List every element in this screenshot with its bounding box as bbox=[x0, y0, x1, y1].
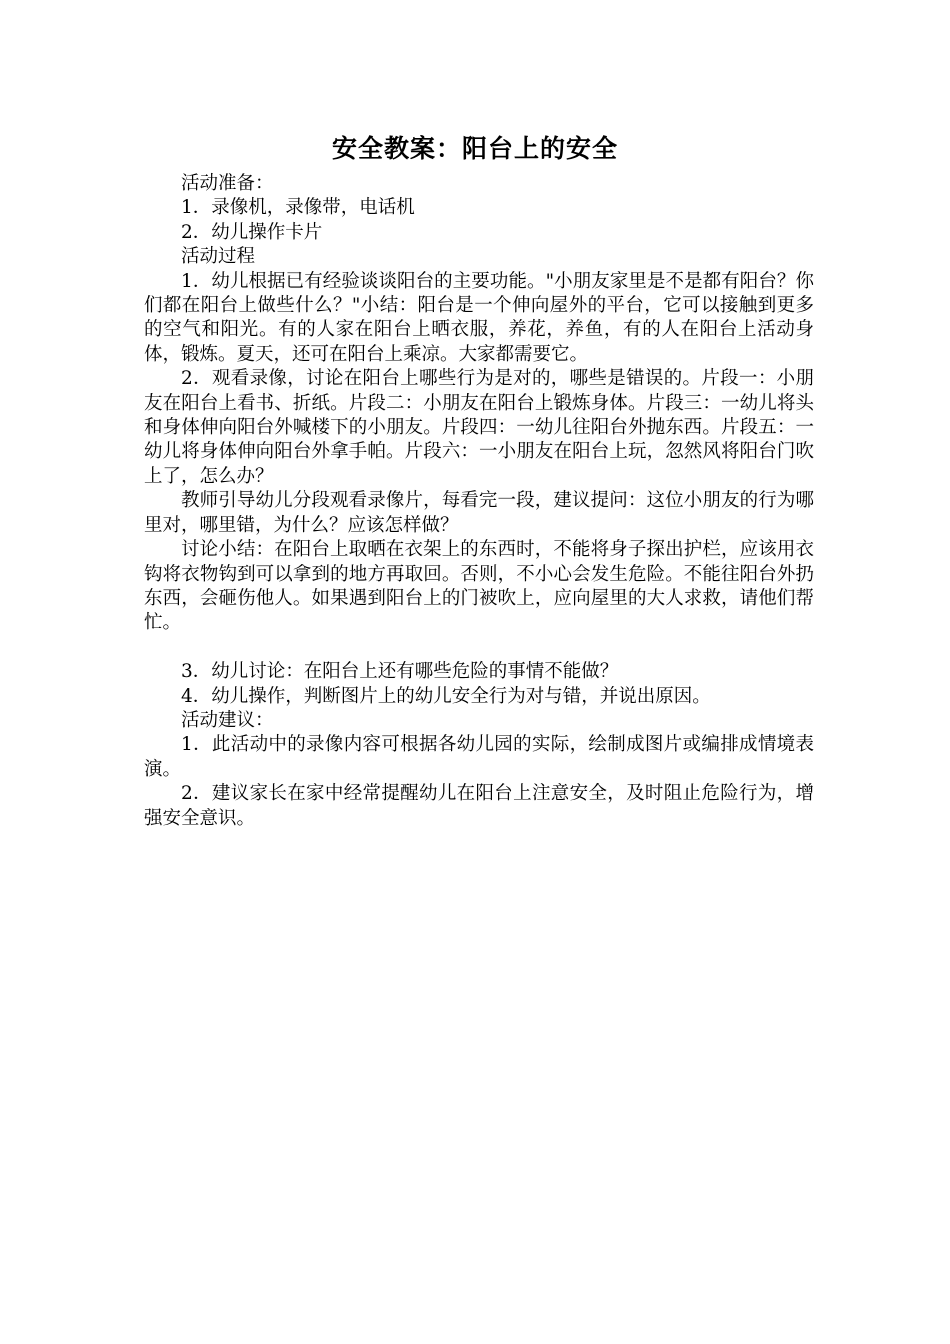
preparation-item-2: 2．幼儿操作卡片 bbox=[181, 221, 323, 243]
discussion-summary-paragraph: 讨论小结：在阳台上取晒在衣架上的东西时，不能将身子探出护栏，应该用衣钩将衣物钩到可以拿到的地方再取回。否则，不小心会发生危险。不能往阳台外扔东西，会砸伤他人。如果遇到阳台上的门被吹上，应向屋里的大人求救，请他们帮忙。 bbox=[144, 539, 814, 634]
suggestion-item-1: 1．此活动中的录像内容可根据各幼儿园的实际，绘制成图片或编排成情境表演。 bbox=[144, 734, 814, 780]
suggestion-item-2: 2．建议家长在家中经常提醒幼儿在阳台上注意安全，及时阻止危险行为，增强安全意识。 bbox=[144, 783, 814, 829]
process-step-3: 3．幼儿讨论：在阳台上还有哪些危险的事情不能做？ bbox=[181, 661, 619, 683]
teacher-guidance-paragraph: 教师引导幼儿分段观看录像片，每看完一段，建议提问：这位小朋友的行为哪里对，哪里错，为什么？应该怎样做？ bbox=[144, 490, 814, 536]
document-title: 安全教案：阳台上的安全 bbox=[331, 134, 618, 163]
preparation-item-1: 1．录像机，录像带，电话机 bbox=[181, 197, 415, 219]
section-heading-preparation: 活动准备： bbox=[181, 173, 274, 194]
section-heading-process: 活动过程 bbox=[181, 246, 256, 268]
process-step-2: 2．观看录像，讨论在阳台上哪些行为是对的，哪些是错误的。片段一：小朋友在阳台上看书、折纸。片段二：小朋友在阳台上锻炼身体。片段三：一幼儿将头和身体伸向阳台外喊楼下的小朋友。片段四：一幼儿往阳台外抛东西。片段五：一幼儿将身体伸向阳台外拿手帕。片段六：一小朋友在阳台上玩，忽然风将阳台门吹上了，怎么办？ bbox=[144, 368, 814, 487]
process-step-4: 4．幼儿操作，判断图片上的幼儿安全行为对与错，并说出原因。 bbox=[181, 685, 711, 707]
process-step-1: 1．幼儿根据已有经验谈谈阳台的主要功能。"小朋友家里是不是都有阳台？你们都在阳台上做些什么？"小结：阳台是一个伸向屋外的平台，它可以接触到更多的空气和阳光。有的人家在阳台上晒衣服，养花，养鱼，有的人在阳台上活动身体，锻炼。夏天，还可在阳台上乘凉。大家都需要它。 bbox=[144, 270, 814, 365]
section-heading-suggestions: 活动建议： bbox=[181, 709, 274, 731]
document-body bbox=[144, 172, 814, 831]
blank-line bbox=[144, 636, 814, 660]
